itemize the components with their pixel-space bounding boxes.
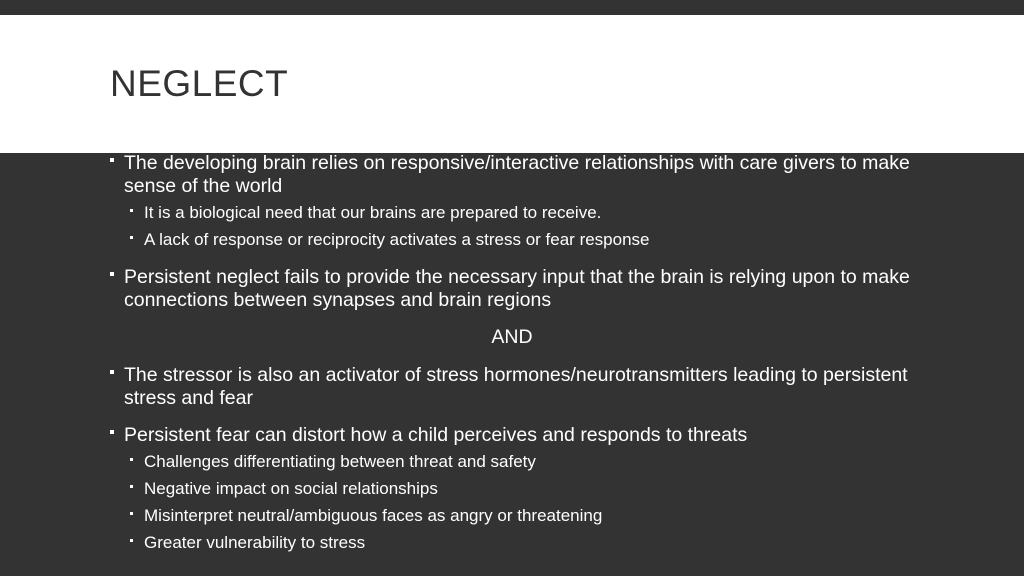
bullet-marker (110, 158, 114, 162)
bullet-2 (124, 266, 914, 312)
bullet-4-sub-4-text: Greater vulnerability to stress (144, 533, 366, 552)
sub-bullet-marker (130, 539, 133, 542)
bullet-marker (110, 370, 114, 374)
bullet-4-sub-1 (144, 451, 904, 472)
bullet-1 (124, 152, 914, 198)
bullet-3-text: The stressor is also an activator of stress hormones/neurotransmitters leading to persistent stress and fear (124, 364, 908, 409)
bullet-4-sub-4 (144, 532, 904, 553)
bullet-1-sub-1 (144, 202, 904, 223)
bullet-4-sub-2 (144, 478, 904, 499)
bullet-4-sub-3 (144, 505, 904, 526)
bullet-1-sub-2-text: A lack of response or reciprocity activates a stress or fear response (144, 230, 650, 249)
sub-bullet-marker (130, 209, 133, 212)
slide-title: NEGLECT (110, 63, 289, 104)
sub-bullet-marker (130, 485, 133, 488)
connector-and: AND (491, 326, 533, 348)
bullet-4-sub-3-text: Misinterpret neutral/ambiguous faces as angry or threatening (144, 506, 603, 525)
bullet-3 (124, 364, 914, 410)
bullet-2-text: Persistent neglect fails to provide the necessary input that the brain is relying upon to make connections between synapses and brain regions (124, 266, 910, 311)
bullet-1-sub-1-text: It is a biological need that our brains are prepared to receive. (144, 203, 602, 222)
bullet-4-sub-1-text: Challenges differentiating between threat and safety (144, 452, 536, 471)
sub-bullet-marker (130, 512, 133, 515)
bullet-marker (110, 272, 114, 276)
sub-bullet-marker (130, 236, 133, 239)
sub-bullet-marker (130, 458, 133, 461)
bullet-1-sub-2 (144, 229, 904, 250)
bullet-marker (110, 430, 114, 434)
bullet-4-sub-2-text: Negative impact on social relationships (144, 479, 438, 498)
bullet-4-text: Persistent fear can distort how a child perceives and responds to threats (124, 424, 748, 446)
bullet-4 (124, 424, 914, 447)
bullet-1-text: The developing brain relies on responsive/interactive relationships with care givers to make sense of the world (124, 152, 910, 197)
